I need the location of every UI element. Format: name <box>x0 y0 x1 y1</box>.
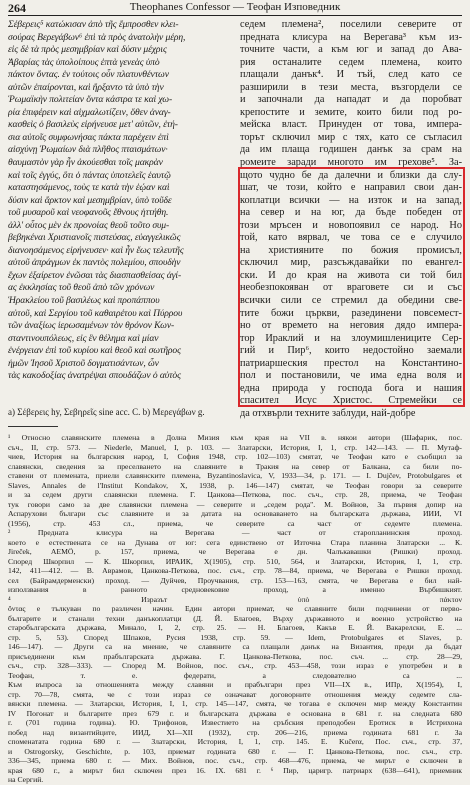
translation-line: на християните по божия промисъл, <box>240 244 462 256</box>
translation-line: мейска власт. Принуден от това, импера- <box>240 119 462 131</box>
translation-line: и започнали да нападат и да поробват <box>240 94 462 106</box>
translation-line: крепостите и земите, които били под ро- <box>240 106 462 118</box>
greek-line: διανοησάμενος εἰρήνευσεν· καὶ ἦν ἕως τελευτῆς <box>8 244 184 256</box>
translation-line: тор Ираклий и на злоумишлениците Сер- <box>240 332 462 344</box>
translation-line: сключил мир, разсъждавайки по евангел- <box>240 257 462 269</box>
footnote-line: съч., II, стр. 573. — Niederle, Manuel, I, p. 103. — Златарски, История, I, 1, стр. 142—143. — П. Мутаф- <box>8 442 462 452</box>
translation-line: той, като вярвал, че това се е случило <box>240 232 462 244</box>
footnote-line: славянски, сведения за преселването на славяните в Тракия на север от Балкана, са били по- <box>8 461 462 471</box>
footnote-line: Jireček, AEMÖ, p. 157, приема, че Верегава е дн. Чалъкавашки (Ришки) проход. <box>8 547 462 556</box>
translation-line: точните части, а към юг и запад до Ава- <box>240 44 462 56</box>
greek-line: καταστησάμενος, τοὺς τε κατὰ τὴν ἑῴαν καὶ <box>8 182 170 194</box>
greek-line: τὰς κακοδοξίας ἀνατρέψαι σπουδάζων ὁ αὐτὸς <box>8 370 181 382</box>
translation-line: предната клисура на Верегава³ към из- <box>240 31 462 43</box>
footnote-line: 142, 411—412. — В. Аврамов, Цанкова-Петкова, пос. съч., стр. 78—84, приема, че Верегава е Ришки проход. <box>8 566 462 575</box>
running-title: Theophanes Confessor — Теофан Изповедник <box>129 1 341 13</box>
footnote-line: и Ostrogorsky, Geschichte, p. 103, приемат годината 680 г. — Г. Цанкова-Петкова, пос. съч., стр. <box>8 746 462 756</box>
footnote-line: 146—147). — Други са на мнение, че славяните са плащали данък на Византия, преди да бъдат <box>8 642 462 651</box>
footnote-line: стр. 70—78, смята, че с този израз се означават договорните отношения между седемте сла- <box>8 689 462 699</box>
translation-line: ски. И до края на живота си той бил <box>240 269 462 281</box>
footnote-line: стр. 5, 53). Според Шпаков, Русия 1938, стр. 59. — Idem, Protobulgares et Slaves, p. <box>8 632 462 642</box>
footnote-line: вянски племена. — Златарски, История, I, 1, стр. 145—147, смята, че тогава е сключен мир между Константин <box>8 699 462 708</box>
footnote-line: Според Шкорпил — К. Шкорпил, ИРАИК, X(1905), стр. 510, 564, и Златарски, История, I, 1, стр. <box>8 556 462 566</box>
greek-line: ἐνέργειαν ἐπὶ τοῦ κυρίου καὶ θεοῦ καὶ σωτῆρος <box>8 345 181 357</box>
greek-line: Ἡρακλείου τοῦ βασιλέως καὶ προπάππου <box>8 295 160 307</box>
footnote-line: г. (701 година година). Ю. Трифонов, Известието на сръбския преподобен Еротиск в Истрихона <box>8 718 462 727</box>
greek-line: ας ἐκκλησίας τοῦ θεοῦ ἀπὸ τῶν χρόνων <box>8 282 155 294</box>
translation-line: патриаршеския престол на Константино- <box>240 357 462 369</box>
translation-line: този мръсен и новопоявил се народ. Но <box>240 219 462 231</box>
footnote-line: което е естествената се на Дунава от юг: сега единствено от Източна Стара планина Златарски ... К. <box>8 537 462 547</box>
footnote-line: чиев, История на българския народ, I, София 1948, стр. 102—103) смятат, че Теофан като е съобщил за <box>8 452 462 461</box>
footnote-line: тук говори само за две славянски племена — северите и „седем рода". М. Войнов, За първия допир на <box>8 499 462 509</box>
greek-line: αἰσχύνῃ Ῥωμαίων διὰ πλῆθος πταισμάτων· <box>8 144 168 156</box>
greek-line: σταντινουπόλεως, εἰς ἓν θέλημα καὶ μίαν <box>8 332 159 344</box>
footnote-line: сел (Байрамдерменски) проход. — Дуйчев, Проучвания, стр. 153—163, смята, че Верегава е бил най- <box>8 575 462 585</box>
greek-line: Σέβερεις⁵ κατώκισαν ἀπὸ τῆς ἔμπροσθεν κλει- <box>8 19 179 30</box>
footnote-line: края 680 г., а мирът бил сключен през 16. IX. 681 г. ⁶ Пир, царигр. патриарх (638—641), приемник <box>8 765 462 775</box>
greek-line: πάκτον ὄντας. ἐν τούτοις οὖν πλατυνθέντων <box>8 69 169 81</box>
greek-line: τοῦ μυσαροῦ καὶ νεοφανοῦς ἔθνους ἡττήθη. <box>8 207 169 219</box>
footnote-line: присъединени към прабългарската държава. Г. Цанкова-Петкова, пос. съч. ... стр. 28—29, <box>8 651 462 661</box>
translation-line: да им плаща годишен данък за срам на <box>240 144 462 156</box>
page-number: 264 <box>8 1 26 15</box>
highlight-box <box>238 167 465 407</box>
footnote-line: и за седем други славянски племена. Г. Цанкова—Петкова, пос. съч., стр. 28, приема, че Теофан <box>8 490 462 499</box>
translation-line: необезпокояван от враговете си и със <box>240 282 462 294</box>
footnote-line: побед над византийците, ИИД, XI—XII (1932), стр. 206—216, приема годината 681 г. За <box>8 727 462 737</box>
greek-line: καὶ τοῖς ἐγγύς, ὅτι ὁ πάντας ὑποτελεῖς ἑαυτῷ <box>8 169 171 181</box>
greek-line: αὐτοῦ ἀπράγμων ἐκ παντὸς πολεμίου, σπουδὴν <box>8 257 181 269</box>
translation-line: разширили в тези места, възгордели се <box>240 81 462 93</box>
greek-line: τῶν ἀναξίως ἱερωσαμένων τὸν θρόνον Κων- <box>8 320 175 332</box>
greek-line: εἰς δὲ τὰ πρὸς μεσημβρίαν καὶ δύσιν μέχρις <box>8 44 167 56</box>
footnote-line: на Сергий. <box>8 775 44 784</box>
footnote-line: използвания в ранното средновековие проход, а именно Върбишкият. <box>8 585 462 594</box>
footnote-line: Към въпроса за отношенията между славяни и прабългари през VII—IX в., ИПр, X(1954), I, <box>8 680 462 689</box>
running-header <box>8 1 462 15</box>
translation-line: но от времето на неговия дядо импера- <box>240 320 462 332</box>
footnote-line: старобългарската държава, Минало, I, 2, стр. 25. — Н. Благоев, Какъв Е. Й. Вакарелски, Е. ... <box>8 623 462 632</box>
greek-line: Ἀβαρίας τὰς ὑπολοίπους ἑπτὰ γενεὰς ὑπὸ <box>8 56 160 68</box>
footnote-line: ⁴ Изразът ὑπὸ πάκτον <box>8 594 462 604</box>
footnote-line: ставени от племената, приели славянските племена, Byzantinoslavica, V, 1933—34, p. 171. — I. Dujčev, Protobulgares et <box>8 471 462 480</box>
greek-text-column <box>8 19 236 383</box>
footnote-line: ὄντας е тълкуван по различен начин. Един автори приемат, че славяните били подчинени от перво- <box>8 604 462 613</box>
greek-line: Ῥωμαϊκὴν πολιτείαν ὄντα κάστρα τε καὶ χω- <box>8 94 173 106</box>
footnote-line: (1956), стр. 453 сл., приема, че северите са част от седемте племена. <box>8 518 462 528</box>
greek-line: βεβηκέναι Χριστιανοῖς πιστεύσας, εὐαγγελικῶς <box>8 232 181 244</box>
footnote-line: българите и станали техни данъкоплатци (Д. Й. Благоев, Върху държавното и военно устройство на <box>8 613 462 623</box>
greek-line: ἀλλ' οὗτος μὲν ἐκ προνοίας θεοῦ τοῦτο συμ- <box>8 219 170 231</box>
translation-line: гий и Пир⁶, които недостойно заемали <box>240 345 462 357</box>
translation-line: рия останалите седем племена, които <box>240 56 462 68</box>
translation-line: шат, че този, който е направил свои дан- <box>240 182 462 194</box>
translation-line: на север и на юг, да бъде победен от <box>240 207 462 219</box>
translation-line: щото чудно бе да далечни и близки да слу- <box>240 169 462 181</box>
footnote-line: IV Погонат и българите през 679 г. и българската държава е основана в 681 г. на следната 680 <box>8 708 462 718</box>
footnote-line: Теофан, т. е. федерати, а следователно са ... <box>8 670 462 680</box>
translation-line: торът сключил мир с тях, като се съгласил <box>240 131 462 143</box>
greek-line: σούρας Βερεγάβων⁶ ἐπὶ τὰ πρὸς ἀνατολὴν μέρη, <box>8 31 186 43</box>
footnote-line: споменатата година 680 г. — Златарски, История, I, 1, стр. 145. Ε. Kučerα, Пос. съч., стр. 37, <box>8 737 462 746</box>
translation-line: седем племена², поселили северите от <box>240 19 462 30</box>
footnotes <box>8 433 462 785</box>
greek-line: αὐτοῦ, καὶ Σεργίου τοῦ καθαιρέτου καὶ Πύρρου <box>8 307 183 319</box>
translation-line: пол и постановили, че има една воля и <box>240 370 462 382</box>
translation-line: всички сили се стремил да обедини све- <box>240 295 462 307</box>
translation-line: коплатци всички — на изток и на запад, <box>240 194 462 206</box>
footnote-line: Аспарухови българи със славяните и за датата на основаването на българската държава, ИИИ, VI <box>8 509 462 518</box>
greek-line: θαυμαστὸν γὰρ ἦν ἀκούεσθαι τοῖς μακρὰν <box>8 157 163 169</box>
translation-line: спасител Исус Христос. Стремейки се <box>240 395 462 407</box>
greek-line: σια αὐτοῖς συμφωνήσας πάκτα παρέχειν ἐπὶ <box>8 131 169 143</box>
greek-line: ἡμῶν Ἰησοῦ Χριστοῦ δογματισάντων, ὧν <box>8 357 159 369</box>
footnote-rule <box>8 426 58 427</box>
translation-line: плащали данък⁴. И тъй, след като се <box>240 69 462 81</box>
footnote-line: съч., стр. 328—333). — Според М. Войнов, пос. съч., стр. 453—458, този израз е употребен и в <box>8 661 462 670</box>
translation-line: да отхвърли техните заблуди, най-добре <box>240 407 416 419</box>
footnote-line: ² Предната клисура на Верегава — част от старопланинския проход. <box>8 528 462 537</box>
footnote-line: 336—345, приема 680 г. — Мих. Войнов, пос. съч., стр. 468—476, приема, че мирът е сключен в <box>8 756 462 765</box>
header-rule <box>8 15 462 16</box>
translation-line: ромеите заради многото им грехове⁵. За- <box>240 157 462 169</box>
greek-line: δύσιν καὶ ἄρκτον καὶ μεσημβρίαν, ὑπὸ τοῦδε <box>8 194 172 206</box>
greek-line: κασθεὶς ὁ βασιλεὺς εἰρήνευσε μετ' αὐτῶν, ἐτή- <box>8 119 178 131</box>
translation-line: тите божи църкви, разединени повсемест- <box>240 307 462 319</box>
footnote-line: Slaves, Annales de l'Institut Kondakov, X, 1938, p. 146—147) смятат, че Теофан говори за северите <box>8 480 462 490</box>
translation-line: една природа у господа бога и нашия <box>240 382 462 394</box>
critical-apparatus: а) Σέβερεις hy, Σεβηρεῖς sine acc. C. b) Μερεγάβων g. <box>8 407 205 417</box>
greek-line: ρία ἐπιφέρειν καὶ αἰχμαλωτίζειν, ὅθεν ἀναγ- <box>8 106 171 118</box>
greek-line: αὐτῶν ἐπαίρονται, καὶ ἤρξαντο τὰ ὑπὸ τὴν <box>8 81 164 93</box>
greek-line: ἔχων ἐξαίρετον ἐνῶσαι τὰς διασπασθείσας ἁγί- <box>8 269 182 281</box>
footnote-line: ¹ Относно славянските племена в Долна Мизия към края на VII в. някои автори (Шафарик, пос. <box>8 433 462 442</box>
